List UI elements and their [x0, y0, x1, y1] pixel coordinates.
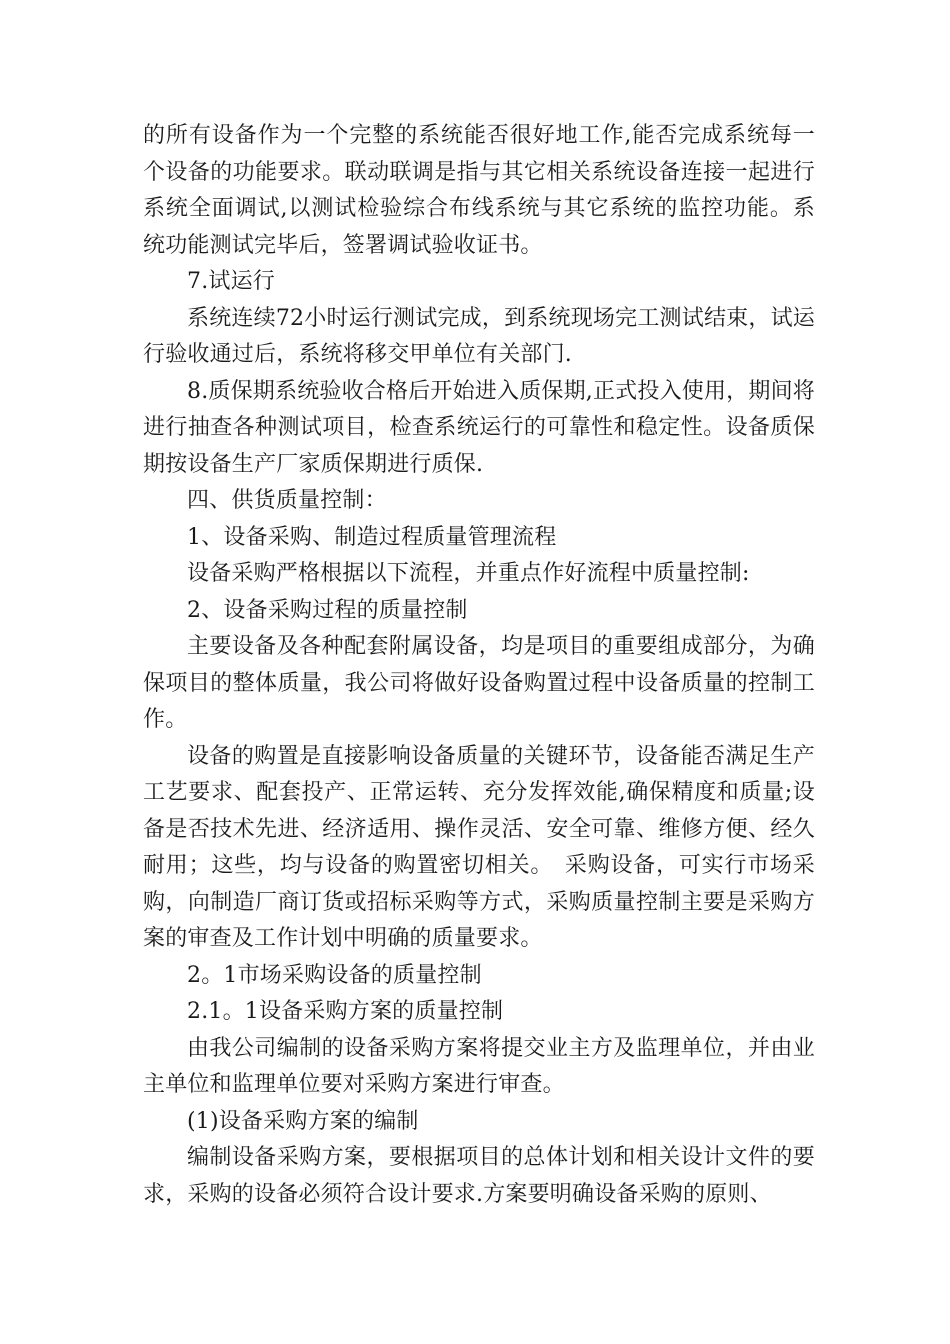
section-heading: 1、设备采购、制造过程质量管理流程 [187, 524, 557, 550]
paragraph: 设备采购严格根据以下流程，并重点作好流程中质量控制: [187, 561, 750, 586]
paragraph: 系统连续72小时运行测试完成，到系统现场完工测试结束，试运行验收通过后，系统将移交甲单位有关部门. [143, 305, 815, 367]
paragraph: 编制设备采购方案，要根据项目的总体计划和相关设计文件的要求，采购的设备必须符合设计要求.方案要明确设备采购的原则、 [143, 1145, 815, 1207]
paragraph: 主要设备及各种配套附属设备，均是项目的重要组成部分，为确保项目的整体质量，我公司将做好设备购置过程中设备质量的控制工作。 [143, 634, 815, 732]
paragraph: 8.质保期系统验收合格后开始进入质保期,正式投入使用，期间将进行抽查各种测试项目，检查系统运行的可靠性和稳定性。设备质保期按设备生产厂家质保期进行质保. [143, 378, 815, 477]
section-heading: 2、设备采购过程的质量控制 [187, 597, 468, 623]
section-heading: 7.试运行 [187, 269, 275, 294]
paragraph: 由我公司编制的设备采购方案将提交业主方及监理单位，并由业主单位和监理单位要对采购方案进行审查。 [143, 1035, 815, 1097]
section-heading: 2.1。1设备采购方案的质量控制 [187, 999, 504, 1024]
document-body [143, 118, 815, 1213]
section-heading: 四、供货质量控制： [187, 488, 387, 513]
paragraph: 设备的购置是直接影响设备质量的关键环节，设备能否满足生产工艺要求、配套投产、正常运转、充分发挥效能,确保精度和质量;设备是否技术先进、经济适用、操作灵活、安全可靠、维修方便、经久耐用；这些，均与设备的购置密切相关。 采购设备，可实行市场采购，向制造厂商订货或招标采购等方式，采购质量控制主要是采购方案的审查及工作计划中明确的质量要求。 [143, 743, 815, 951]
section-heading: (1)设备采购方案的编制 [187, 1108, 419, 1134]
section-heading: 2。1市场采购设备的质量控制 [187, 962, 482, 988]
paragraph: 的所有设备作为一个完整的系统能否很好地工作,能否完成系统每一个设备的功能要求。联动联调是指与其它相关系统设备连接一起进行系统全面调试,以测试检验综合布线系统与其它系统的监控功能。系统功能测试完毕后，签署调试验收证书。 [143, 123, 815, 258]
